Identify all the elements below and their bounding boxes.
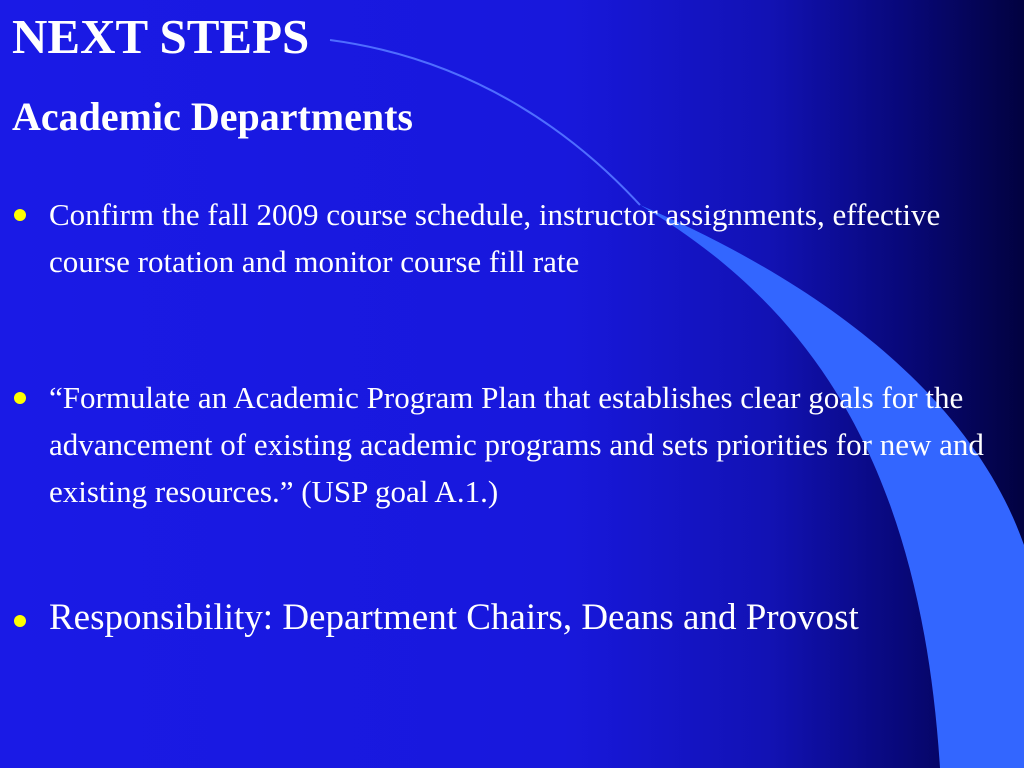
bullet-dot-icon — [14, 209, 26, 221]
bullet-dot-icon — [14, 615, 26, 627]
bullet-text: “Formulate an Academic Program Plan that establishes clear goals for the advancement of existing academic programs and sets priorities for new and existing resources.” (USP goal A.1.) — [49, 380, 984, 509]
bullet-item — [14, 594, 914, 642]
slide-title: NEXT STEPS — [12, 9, 310, 64]
slide-subtitle: Academic Departments — [12, 94, 413, 139]
bullet-text: Confirm the fall 2009 course schedule, instructor assignments, effective course rotation and monitor course fill rate — [49, 197, 941, 279]
bullet-item — [14, 374, 1024, 515]
bullet-dot-icon — [14, 392, 26, 404]
bullet-text: Responsibility: Department Chairs, Deans and Provost — [49, 597, 859, 638]
bullet-item — [14, 191, 1004, 285]
